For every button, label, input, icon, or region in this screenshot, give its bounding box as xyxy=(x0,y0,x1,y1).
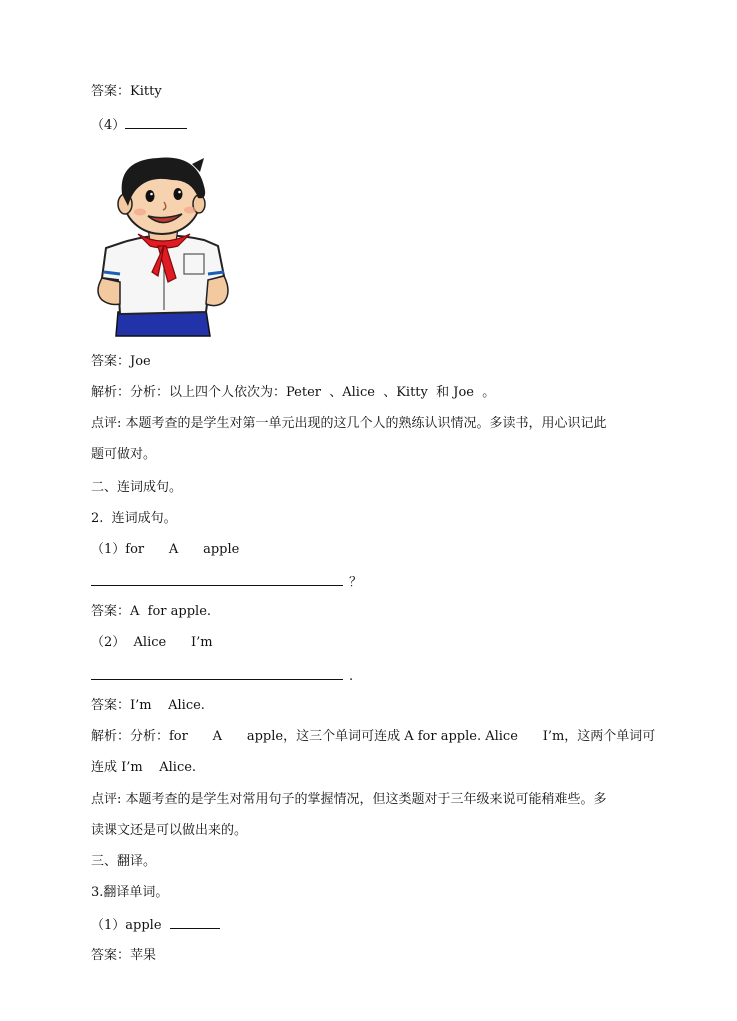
answer-blank-4 xyxy=(125,116,187,129)
question-2-title: 2. 连词成句。 xyxy=(91,511,177,526)
answer-2-2: 答案：I’m Alice. xyxy=(91,698,205,713)
comment-1-line-2: 题可做对。 xyxy=(91,447,157,462)
question-2-1-answer-line xyxy=(91,573,362,591)
question-2-2-answer-line xyxy=(91,667,353,685)
question-2-2-words: （2） Alice I’m xyxy=(91,635,213,650)
question-4-label: （4） xyxy=(91,118,126,133)
answer-kitty: 答案：Kitty xyxy=(91,84,162,99)
period-mark: . xyxy=(349,669,354,684)
analysis-2-line-1: 解析：分析：for A apple，这三个单词可连成 A for apple. Alice I’m，这两个单词可 xyxy=(91,729,656,744)
section-3-title: 三、翻译。 xyxy=(91,854,157,869)
answer-blank-2-2 xyxy=(91,667,343,680)
answer-3-1: 答案：苹果 xyxy=(91,948,157,963)
question-2-1-words: （1）for A apple xyxy=(91,542,240,557)
answer-blank-2-1 xyxy=(91,573,343,586)
answer-blank-3-1 xyxy=(170,916,220,929)
comment-2-line-1: 点评: 本题考查的是学生对常用句子的掌握情况，但这类题对于三年级来说可能稍难些。多 xyxy=(91,792,607,807)
answer-joe: 答案：Joe xyxy=(91,354,151,369)
question-3-1 xyxy=(91,916,220,934)
comment-2-line-2: 读课文还是可以做出来的。 xyxy=(91,823,248,838)
question-4 xyxy=(91,116,187,134)
boy-illustration xyxy=(92,150,234,338)
question-mark: ？ xyxy=(349,575,363,590)
question-3-1-label: （1）apple xyxy=(91,918,170,933)
answer-2-1: 答案：A for apple. xyxy=(91,604,212,619)
analysis-names: 解析：分析：以上四个人依次为：Peter 、Alice 、Kitty 和 Joe 。 xyxy=(91,385,496,400)
section-2-title: 二、连词成句。 xyxy=(91,480,183,495)
question-3-title: 3.翻译单词。 xyxy=(91,885,169,900)
comment-1-line-1: 点评: 本题考查的是学生对第一单元出现的这几个人的熟练认识情况。多读书，用心识记此 xyxy=(91,416,607,431)
analysis-2-line-2: 连成 I’m Alice. xyxy=(91,760,197,775)
